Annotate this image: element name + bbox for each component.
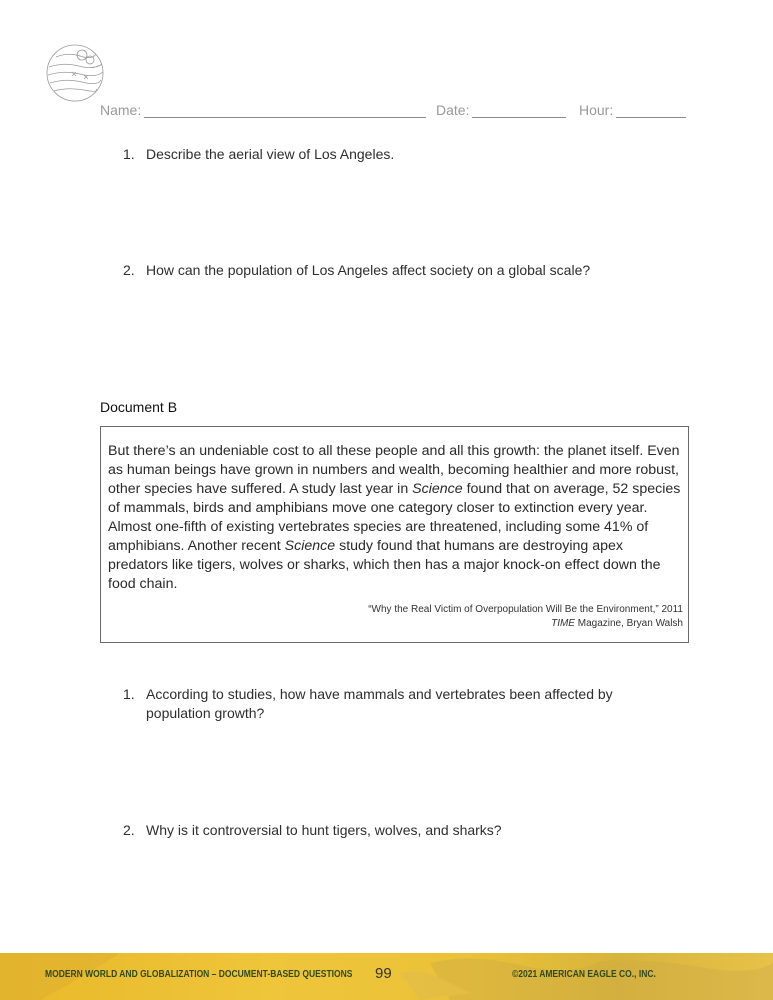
question-text: Why is it controversial to hunt tigers, wolves, and sharks? xyxy=(146,822,502,838)
hour-blank-line[interactable] xyxy=(616,102,686,118)
name-blank-line[interactable] xyxy=(144,102,426,118)
excerpt-italic-science: Science xyxy=(284,538,336,554)
citation-publication: TIME xyxy=(551,618,575,629)
excerpt-italic-science: Science xyxy=(412,481,463,497)
question-text: According to studies, how have mammals and vertebrates been affected by population growth? xyxy=(146,686,613,721)
hour-label: Hour: xyxy=(579,102,614,118)
excerpt-text: study found that humans are destroying apex predators like tigers, wolves or sharks, which then has a major knock-on effect down the food chain. xyxy=(108,538,661,592)
name-label: Name: xyxy=(100,102,142,118)
question-number: 2. xyxy=(123,822,135,838)
question-a2 xyxy=(123,261,666,280)
question-a1 xyxy=(123,145,666,164)
question-text: Describe the aerial view of Los Angeles. xyxy=(146,146,395,162)
question-number: 2. xyxy=(123,262,135,278)
citation-title: “Why the Real Victim of Overpopulation Will Be the Environment,” 2011 xyxy=(368,604,683,615)
globe-logo-icon xyxy=(44,42,106,104)
name-field[interactable] xyxy=(100,102,426,118)
citation xyxy=(368,603,683,631)
hour-field[interactable] xyxy=(579,102,686,118)
question-text: How can the population of Los Angeles affect society on a global scale? xyxy=(146,262,591,278)
student-info-row xyxy=(100,100,690,122)
page-number: 99 xyxy=(375,965,392,982)
book-title: MODERN WORLD AND GLOBALIZATION – DOCUMENT-BASED QUESTIONS xyxy=(45,969,353,980)
date-field[interactable] xyxy=(436,102,566,118)
citation-source xyxy=(368,617,683,631)
question-b2 xyxy=(123,821,666,840)
date-label: Date: xyxy=(436,102,470,118)
document-b-title: Document B xyxy=(100,399,178,415)
document-b-excerpt xyxy=(108,442,683,594)
excerpt-text: But there’s an undeniable cost to all these people and all this growth: the planet itself. Even as human beings have grown in numbers and wealth, becoming healthier and more robust, other species have suffered. A study last year in xyxy=(108,443,680,497)
document-b-excerpt-box xyxy=(100,426,689,643)
citation-author: Magazine, Bryan Walsh xyxy=(574,618,683,629)
copyright: ©2021 AMERICAN EAGLE CO., INC. xyxy=(512,969,656,980)
question-number: 1. xyxy=(123,686,135,702)
page-footer xyxy=(0,953,773,1000)
date-blank-line[interactable] xyxy=(472,102,566,118)
question-number: 1. xyxy=(123,146,135,162)
question-b1 xyxy=(123,685,646,723)
excerpt-text: found that on average, 52 species of mammals, birds and amphibians move one category closer to extinction every year. Almost one-fifth of existing vertebrates species are threatened, including some 41% of amphibians. Another recent xyxy=(108,481,681,554)
